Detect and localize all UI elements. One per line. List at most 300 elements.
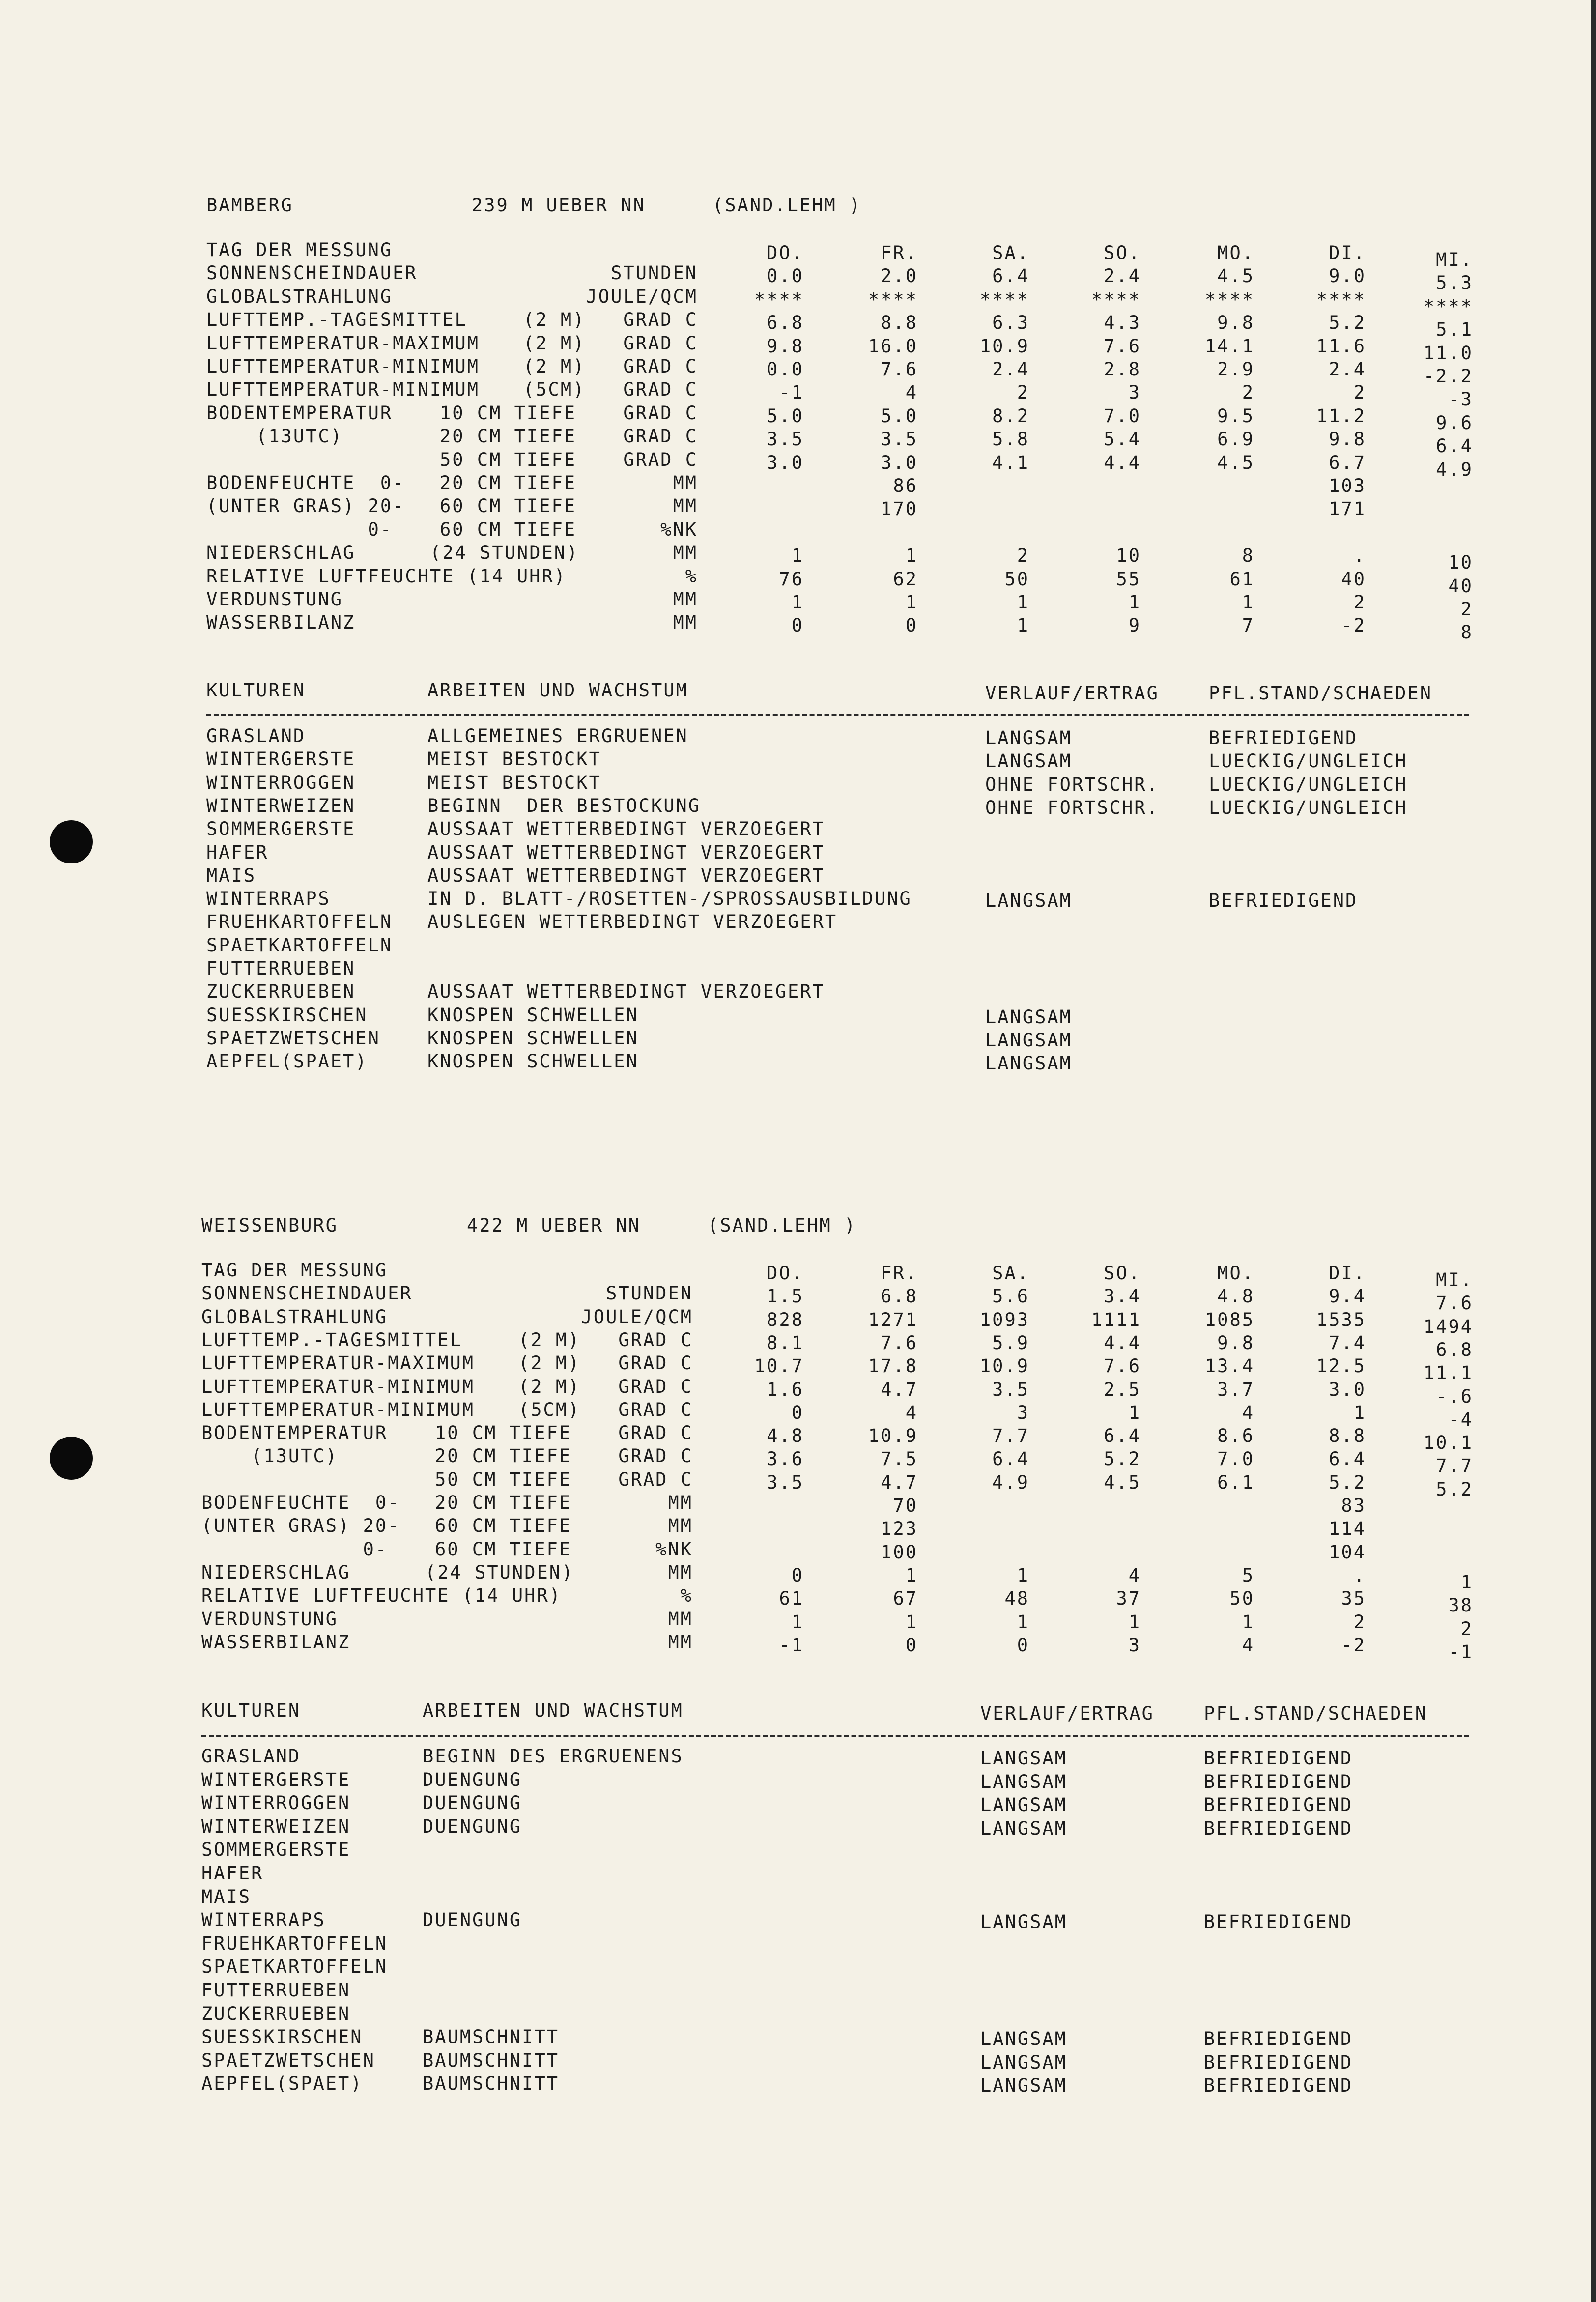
crop-name: SPAETKARTOFFELN bbox=[201, 1956, 388, 1978]
measure-sublabel: 60 CM TIEFE bbox=[435, 1515, 572, 1537]
measure-value: 1 bbox=[1017, 1611, 1029, 1633]
measure-unit: GRAD C bbox=[623, 309, 698, 331]
crop-name: WINTERROGGEN bbox=[206, 772, 356, 793]
measure-value: -2 bbox=[1341, 615, 1366, 636]
measure-value: 62 bbox=[893, 568, 918, 590]
crop-work: IN D. BLATT-/ROSETTEN-/SPROSSAUSBILDUNG bbox=[428, 888, 912, 910]
measure-value: 7.7 bbox=[1436, 1455, 1473, 1477]
crop-work: BEGINN DES ERGRUENENS bbox=[423, 1746, 684, 1767]
measure-sublabel: (2 M) bbox=[518, 1376, 581, 1397]
crop-name: WINTERRAPS bbox=[206, 888, 331, 910]
measure-sublabel: (5CM) bbox=[523, 379, 586, 401]
crop-name: GRASLAND bbox=[206, 725, 306, 747]
crop-name: MAIS bbox=[206, 864, 256, 886]
measure-value: 1 bbox=[905, 545, 918, 567]
crop-name: MAIS bbox=[201, 1886, 252, 1907]
crop-name: WINTERGERSTE bbox=[206, 748, 356, 770]
crop-work: DUENGUNG bbox=[423, 1909, 522, 1931]
crop-work: AUSSAAT WETTERBEDINGT VERZOEGERT bbox=[428, 864, 825, 886]
crop-work: BAUMSCHNITT bbox=[423, 2073, 560, 2095]
crop-work: DUENGUNG bbox=[423, 1815, 522, 1837]
measure-unit: STUNDEN bbox=[611, 262, 698, 284]
measure-value: 61 bbox=[779, 1588, 804, 1610]
measure-value: 12.5 bbox=[1316, 1355, 1366, 1377]
crop-work: KNOSPEN SCHWELLEN bbox=[428, 1027, 639, 1049]
measure-unit: GRAD C bbox=[623, 332, 698, 354]
crop-progress: LANGSAM bbox=[985, 1029, 1072, 1051]
measure-sublabel: (2 M) bbox=[518, 1329, 581, 1351]
measure-value: 38 bbox=[1448, 1595, 1473, 1616]
crop-condition: BEFRIEDIGEND bbox=[1204, 1911, 1353, 1933]
measure-value: 10.9 bbox=[979, 1355, 1029, 1377]
measure-value: 8.8 bbox=[881, 312, 918, 334]
measure-value: 0 bbox=[791, 615, 804, 636]
measure-unit: %NK bbox=[656, 1538, 693, 1560]
measure-sublabel: (2 M) bbox=[518, 1352, 581, 1374]
measure-value: 76 bbox=[779, 568, 804, 590]
measure-value: 1 bbox=[1128, 1611, 1141, 1633]
crop-progress: LANGSAM bbox=[985, 750, 1072, 772]
measure-value: 4.8 bbox=[1217, 1286, 1254, 1307]
measure-label: 0- bbox=[206, 518, 393, 540]
station-name: WEISSENBURG bbox=[201, 1215, 339, 1236]
measure-label: WASSERBILANZ bbox=[206, 612, 356, 633]
measure-sublabel: (2 M) bbox=[523, 309, 586, 331]
measure-value: 0.0 bbox=[767, 265, 804, 287]
measure-value: 7.6 bbox=[1104, 1355, 1141, 1377]
measure-value: 9.5 bbox=[1217, 405, 1254, 427]
measure-label: RELATIVE LUFTFEUCHTE (14 UHR) bbox=[201, 1585, 562, 1607]
measure-unit: MM bbox=[668, 1515, 693, 1537]
measure-label: LUFTTEMPERATUR-MINIMUM bbox=[206, 379, 480, 401]
station-elevation: 239 M UEBER NN bbox=[472, 195, 646, 216]
measure-value: 5.2 bbox=[1329, 1471, 1366, 1493]
crop-progress: LANGSAM bbox=[980, 1817, 1067, 1839]
measure-unit: %NK bbox=[660, 518, 698, 540]
crop-name: SOMMERGERSTE bbox=[206, 818, 356, 840]
measure-value: 6.8 bbox=[767, 312, 804, 334]
measure-value: 11.2 bbox=[1316, 405, 1366, 427]
measure-label: LUFTTEMPERATUR-MAXIMUM bbox=[206, 332, 480, 354]
measure-value: 5.3 bbox=[1436, 272, 1473, 294]
measure-label: WASSERBILANZ bbox=[201, 1631, 351, 1653]
measure-unit: MM bbox=[673, 542, 698, 564]
measure-sublabel: (2 M) bbox=[523, 356, 586, 377]
crop-name: SUESSKIRSCHEN bbox=[201, 2026, 363, 2048]
crop-progress: LANGSAM bbox=[980, 1794, 1067, 1816]
crop-progress: LANGSAM bbox=[980, 2075, 1067, 2097]
measure-value: 40 bbox=[1448, 575, 1473, 597]
measure-value: 100 bbox=[881, 1541, 918, 1563]
measure-value: 3.4 bbox=[1104, 1286, 1141, 1307]
measure-unit: GRAD C bbox=[618, 1376, 693, 1397]
measure-value: 6.8 bbox=[1436, 1339, 1473, 1360]
measure-value: 171 bbox=[1329, 498, 1366, 520]
crop-name: FUTTERRUEBEN bbox=[206, 958, 356, 979]
measure-sublabel: (2 M) bbox=[523, 332, 586, 354]
measure-value: 10 bbox=[1116, 545, 1141, 567]
measure-value: -1 bbox=[1448, 1641, 1473, 1663]
crop-name: FRUEHKARTOFFELN bbox=[206, 911, 393, 933]
measure-value: 8.6 bbox=[1217, 1425, 1254, 1447]
measure-value: 3.0 bbox=[1329, 1379, 1366, 1400]
measure-unit: GRAD C bbox=[618, 1445, 693, 1467]
measure-value: 3.5 bbox=[767, 429, 804, 450]
crop-name: ZUCKERRUEBEN bbox=[201, 2003, 351, 2024]
day-header: SA. bbox=[992, 1263, 1029, 1284]
measure-value: 4.4 bbox=[1104, 1332, 1141, 1353]
measure-value: 1.6 bbox=[767, 1379, 804, 1400]
measure-sublabel: 20 CM TIEFE bbox=[435, 1445, 572, 1467]
measure-sublabel: 50 CM TIEFE bbox=[435, 1468, 572, 1490]
crop-work: KNOSPEN SCHWELLEN bbox=[428, 1004, 639, 1026]
crop-progress: LANGSAM bbox=[985, 890, 1072, 912]
day-header: SO. bbox=[1104, 242, 1141, 263]
crop-condition: BEFRIEDIGEND bbox=[1209, 890, 1358, 912]
crop-name: HAFER bbox=[206, 841, 269, 863]
measure-value: 2.8 bbox=[1104, 359, 1141, 380]
station-soil: (SAND.LEHM ) bbox=[712, 195, 862, 216]
measure-value: 1 bbox=[1017, 592, 1029, 613]
measure-value: 7.5 bbox=[881, 1448, 918, 1470]
measure-value: 61 bbox=[1229, 568, 1254, 590]
measure-value: 2.5 bbox=[1104, 1379, 1141, 1400]
measure-value: 9.4 bbox=[1329, 1286, 1366, 1307]
measure-value: -.6 bbox=[1436, 1385, 1473, 1407]
measure-value: 1093 bbox=[979, 1309, 1029, 1330]
measure-unit: GRAD C bbox=[618, 1422, 693, 1444]
measure-value: 1271 bbox=[868, 1309, 918, 1330]
measure-label: BODENTEMPERATUR bbox=[201, 1422, 388, 1444]
measure-value: 11.0 bbox=[1423, 342, 1473, 364]
measure-value: 4.3 bbox=[1104, 312, 1141, 334]
crop-condition: BEFRIEDIGEND bbox=[1204, 1817, 1353, 1839]
measure-unit: GRAD C bbox=[618, 1399, 693, 1420]
measure-value: 35 bbox=[1341, 1588, 1366, 1610]
measure-value: 2.4 bbox=[1104, 265, 1141, 287]
measure-value: 2 bbox=[1242, 382, 1254, 403]
measure-label: LUFTTEMPERATUR-MAXIMUM bbox=[201, 1352, 475, 1374]
station-elevation: 422 M UEBER NN bbox=[467, 1215, 641, 1236]
crop-condition: BEFRIEDIGEND bbox=[1204, 1794, 1353, 1816]
day-header: MO. bbox=[1217, 1263, 1254, 1284]
crop-name: WINTERROGGEN bbox=[201, 1792, 351, 1814]
measure-value: -2 bbox=[1341, 1634, 1366, 1656]
measure-unit: JOULE/QCM bbox=[581, 1306, 693, 1327]
measure-value: 83 bbox=[1341, 1495, 1366, 1516]
measure-value: 1 bbox=[1017, 615, 1029, 636]
crop-name: SPAETKARTOFFELN bbox=[206, 934, 393, 956]
measure-value: 3.5 bbox=[767, 1471, 804, 1493]
day-header: DO. bbox=[767, 1263, 804, 1284]
measure-label: LUFTTEMP.-TAGESMITTEL bbox=[201, 1329, 462, 1351]
measure-value: 1085 bbox=[1204, 1309, 1254, 1330]
crop-header-kulturen: KULTUREN bbox=[206, 680, 306, 701]
measure-value: 11.6 bbox=[1316, 335, 1366, 357]
measure-value: -1 bbox=[779, 1634, 804, 1656]
measure-value: 4.9 bbox=[1436, 459, 1473, 480]
crop-progress: LANGSAM bbox=[980, 2051, 1067, 2073]
measure-value: 2.4 bbox=[1329, 359, 1366, 380]
measure-value: 1 bbox=[1242, 1611, 1254, 1633]
crop-name: AEPFEL(SPAET) bbox=[206, 1051, 368, 1072]
crop-work: DUENGUNG bbox=[423, 1792, 522, 1814]
measure-value: 5 bbox=[1242, 1564, 1254, 1586]
measure-label: TAG DER MESSUNG bbox=[206, 239, 393, 260]
measure-value: 6.4 bbox=[1329, 1448, 1366, 1470]
measure-value: 7.4 bbox=[1329, 1332, 1366, 1353]
measure-label: LUFTTEMPERATUR-MINIMUM bbox=[206, 356, 480, 377]
crop-progress: OHNE FORTSCHR. bbox=[985, 774, 1159, 795]
measure-value: 9.8 bbox=[1217, 1332, 1254, 1353]
measure-value: 5.1 bbox=[1436, 319, 1473, 341]
measure-value: 1 bbox=[791, 592, 804, 613]
measure-value: 13.4 bbox=[1204, 1355, 1254, 1377]
measure-value: 1.5 bbox=[767, 1286, 804, 1307]
measure-value: 70 bbox=[893, 1495, 918, 1516]
measure-label: SONNENSCHEINDAUER bbox=[201, 1283, 413, 1304]
crop-progress: LANGSAM bbox=[985, 1006, 1072, 1028]
measure-value: 86 bbox=[893, 475, 918, 496]
measure-sublabel: 60 CM TIEFE bbox=[440, 518, 577, 540]
crop-condition: LUECKIG/UNGLEICH bbox=[1209, 797, 1408, 818]
measure-value: 0 bbox=[905, 1634, 918, 1656]
measure-sublabel: 60 CM TIEFE bbox=[440, 495, 577, 517]
measure-value: 50 bbox=[1229, 1588, 1254, 1610]
separator-line bbox=[201, 1735, 1469, 1737]
measure-value: 4 bbox=[1128, 1564, 1141, 1586]
measure-value: 1 bbox=[1460, 1571, 1473, 1593]
day-header: DI. bbox=[1329, 1263, 1366, 1284]
measure-value: 8.1 bbox=[767, 1332, 804, 1353]
measure-label: NIEDERSCHLAG bbox=[201, 1561, 351, 1583]
crop-work: MEIST BESTOCKT bbox=[428, 772, 601, 793]
crop-header-arbeiten: ARBEITEN UND WACHSTUM bbox=[423, 1700, 684, 1721]
measure-sublabel: 20 CM TIEFE bbox=[440, 472, 577, 493]
measure-sublabel: (24 STUNDEN) bbox=[425, 1561, 574, 1583]
crop-header-arbeiten: ARBEITEN UND WACHSTUM bbox=[428, 680, 688, 701]
measure-value: 4 bbox=[1242, 1402, 1254, 1423]
measure-value: 2.9 bbox=[1217, 359, 1254, 380]
measure-unit: GRAD C bbox=[623, 356, 698, 377]
measure-value: 5.2 bbox=[1329, 312, 1366, 334]
measure-unit: MM bbox=[673, 472, 698, 493]
measure-value: 2 bbox=[1353, 1611, 1366, 1633]
measure-unit: MM bbox=[668, 1492, 693, 1513]
measure-value: 5.9 bbox=[992, 1332, 1029, 1353]
crop-name: HAFER bbox=[201, 1863, 264, 1884]
station-name: BAMBERG bbox=[206, 195, 293, 216]
measure-label: GLOBALSTRAHLUNG bbox=[201, 1306, 388, 1327]
measure-unit: % bbox=[685, 565, 698, 587]
crop-header-kulturen: KULTUREN bbox=[201, 1700, 301, 1721]
measure-value: 6.9 bbox=[1217, 429, 1254, 450]
crop-condition: BEFRIEDIGEND bbox=[1204, 1748, 1353, 1769]
measure-value: 50 bbox=[1004, 568, 1029, 590]
measure-sublabel: 20 CM TIEFE bbox=[440, 426, 577, 447]
measure-value: 1 bbox=[1353, 1402, 1366, 1423]
measure-value: 3.6 bbox=[767, 1448, 804, 1470]
measure-value: 17.8 bbox=[868, 1355, 918, 1377]
measure-value: 67 bbox=[893, 1588, 918, 1610]
crop-name: SUESSKIRSCHEN bbox=[206, 1004, 368, 1026]
crop-progress: LANGSAM bbox=[980, 1748, 1067, 1769]
measure-value: 4.8 bbox=[767, 1425, 804, 1447]
measure-value: 7.6 bbox=[881, 1332, 918, 1353]
measure-label: GLOBALSTRAHLUNG bbox=[206, 286, 393, 307]
crop-work: BEGINN DER BESTOCKUNG bbox=[428, 795, 701, 816]
measure-label: LUFTTEMP.-TAGESMITTEL bbox=[206, 309, 467, 331]
crop-progress: LANGSAM bbox=[985, 727, 1072, 748]
measure-value: 1 bbox=[791, 545, 804, 567]
measure-value: 1 bbox=[1128, 1402, 1141, 1423]
measure-label: RELATIVE LUFTFEUCHTE (14 UHR) bbox=[206, 565, 567, 587]
measure-value: 6.4 bbox=[1104, 1425, 1141, 1447]
crop-condition: LUECKIG/UNGLEICH bbox=[1209, 774, 1408, 795]
measure-value: 1111 bbox=[1091, 1309, 1141, 1330]
measure-unit: MM bbox=[673, 589, 698, 610]
crop-name: FRUEHKARTOFFELN bbox=[201, 1932, 388, 1954]
measure-value: 4.1 bbox=[992, 452, 1029, 473]
crop-name: WINTERRAPS bbox=[201, 1909, 326, 1931]
measure-label: LUFTTEMPERATUR-MINIMUM bbox=[201, 1376, 475, 1397]
measure-value: 5.0 bbox=[767, 405, 804, 427]
measure-value: 6.1 bbox=[1217, 1471, 1254, 1493]
measure-value: 2 bbox=[1460, 1618, 1473, 1640]
measure-value: 9.0 bbox=[1329, 265, 1366, 287]
measure-unit: MM bbox=[668, 1608, 693, 1630]
measure-value: 3.5 bbox=[881, 429, 918, 450]
measure-value: 8 bbox=[1460, 622, 1473, 643]
measure-value: 16.0 bbox=[868, 335, 918, 357]
crop-name: AEPFEL(SPAET) bbox=[201, 2073, 363, 2095]
measure-value: 2 bbox=[1017, 545, 1029, 567]
measure-value: 1 bbox=[1242, 592, 1254, 613]
measure-value: 2.4 bbox=[992, 359, 1029, 380]
measure-value: 7.6 bbox=[1104, 335, 1141, 357]
crop-header-stand: PFL.STAND/SCHAEDEN bbox=[1209, 683, 1432, 704]
measure-value: 3 bbox=[1128, 1634, 1141, 1656]
measure-value: 10.7 bbox=[754, 1355, 804, 1377]
day-header: MI. bbox=[1436, 249, 1473, 270]
measure-label: BODENTEMPERATUR bbox=[206, 402, 393, 424]
crop-name: WINTERWEIZEN bbox=[206, 795, 356, 816]
station-soil: (SAND.LEHM ) bbox=[708, 1215, 857, 1236]
measure-value: 3.7 bbox=[1217, 1379, 1254, 1400]
measure-unit: MM bbox=[668, 1631, 693, 1653]
measure-unit: MM bbox=[673, 495, 698, 517]
measure-value: 5.4 bbox=[1104, 429, 1141, 450]
measure-value: 7 bbox=[1242, 615, 1254, 636]
measure-unit: GRAD C bbox=[618, 1468, 693, 1490]
measure-value: 103 bbox=[1329, 475, 1366, 496]
crop-header-verlauf: VERLAUF/ERTRAG bbox=[985, 683, 1159, 704]
measure-value: 3.0 bbox=[767, 452, 804, 473]
measure-value: 4.4 bbox=[1104, 452, 1141, 473]
measure-value: 11.1 bbox=[1423, 1362, 1473, 1384]
measure-label: BODENFEUCHTE 0- bbox=[206, 472, 405, 493]
measure-label: VERDUNSTUNG bbox=[206, 589, 343, 610]
measure-value: . bbox=[1353, 545, 1366, 567]
crop-condition: LUECKIG/UNGLEICH bbox=[1209, 750, 1408, 772]
measure-value: 3.0 bbox=[881, 452, 918, 473]
measure-value: 6.4 bbox=[992, 265, 1029, 287]
measure-value: 55 bbox=[1116, 568, 1141, 590]
measure-value: 0 bbox=[905, 615, 918, 636]
crop-condition: BEFRIEDIGEND bbox=[1204, 1771, 1353, 1792]
measure-value: **** bbox=[979, 288, 1029, 310]
crop-header-verlauf: VERLAUF/ERTRAG bbox=[980, 1703, 1154, 1724]
measure-value: 6.8 bbox=[881, 1286, 918, 1307]
measure-value: **** bbox=[1316, 288, 1366, 310]
measure-value: 5.8 bbox=[992, 429, 1029, 450]
measure-value: 14.1 bbox=[1204, 335, 1254, 357]
measure-value: 48 bbox=[1004, 1588, 1029, 1610]
measure-value: 9.8 bbox=[1217, 312, 1254, 334]
day-header: MO. bbox=[1217, 242, 1254, 263]
measure-value: 2 bbox=[1353, 382, 1366, 403]
measure-value: **** bbox=[1204, 288, 1254, 310]
measure-value: 170 bbox=[881, 498, 918, 520]
measure-label: VERDUNSTUNG bbox=[201, 1608, 339, 1630]
crop-condition: BEFRIEDIGEND bbox=[1204, 2051, 1353, 2073]
measure-unit: % bbox=[680, 1585, 693, 1607]
measure-value: 0.0 bbox=[767, 359, 804, 380]
day-header: SO. bbox=[1104, 1263, 1141, 1284]
measure-sublabel: 60 CM TIEFE bbox=[435, 1538, 572, 1560]
measure-value: 10.1 bbox=[1423, 1432, 1473, 1454]
measure-value: 2 bbox=[1017, 382, 1029, 403]
measure-value: 104 bbox=[1329, 1541, 1366, 1563]
measure-value: -4 bbox=[1448, 1409, 1473, 1430]
measure-value: 1 bbox=[905, 1564, 918, 1586]
measure-value: 6.3 bbox=[992, 312, 1029, 334]
measure-label: (13UTC) bbox=[201, 1445, 339, 1467]
measure-value: 4.9 bbox=[992, 1471, 1029, 1493]
measure-value: 0 bbox=[791, 1564, 804, 1586]
measure-sublabel: 50 CM TIEFE bbox=[440, 449, 577, 470]
measure-sublabel: 10 CM TIEFE bbox=[435, 1422, 572, 1444]
measure-value: 123 bbox=[881, 1518, 918, 1540]
measure-value: 828 bbox=[767, 1309, 804, 1330]
measure-unit: GRAD C bbox=[623, 426, 698, 447]
measure-label: SONNENSCHEINDAUER bbox=[206, 262, 418, 284]
measure-value: 1 bbox=[1017, 1564, 1029, 1586]
measure-value: 114 bbox=[1329, 1518, 1366, 1540]
measure-value: 5.2 bbox=[1436, 1478, 1473, 1500]
crop-work: AUSLEGEN WETTERBEDINGT VERZOEGERT bbox=[428, 911, 838, 933]
measure-value: 8.8 bbox=[1329, 1425, 1366, 1447]
measure-label: (UNTER GRAS) 20- bbox=[206, 495, 405, 517]
day-header: FR. bbox=[881, 1263, 918, 1284]
measure-value: 3 bbox=[1128, 382, 1141, 403]
measure-value: 8 bbox=[1242, 545, 1254, 567]
crop-work: AUSSAAT WETTERBEDINGT VERZOEGERT bbox=[428, 981, 825, 1003]
measure-label: (UNTER GRAS) 20- bbox=[201, 1515, 400, 1537]
measure-sublabel: (24 STUNDEN) bbox=[430, 542, 579, 564]
measure-value: 9.6 bbox=[1436, 412, 1473, 433]
crop-work: ALLGEMEINES ERGRUENEN bbox=[428, 725, 688, 747]
measure-value: 6.4 bbox=[992, 1448, 1029, 1470]
crop-condition: BEFRIEDIGEND bbox=[1209, 727, 1358, 748]
measure-value: 4 bbox=[905, 1402, 918, 1423]
measure-value: 2.0 bbox=[881, 265, 918, 287]
day-header: SA. bbox=[992, 242, 1029, 263]
measure-value: 4.5 bbox=[1104, 1471, 1141, 1493]
measure-value: 4.5 bbox=[1217, 452, 1254, 473]
crop-name: SPAETZWETSCHEN bbox=[201, 2049, 375, 2071]
crop-work: BAUMSCHNITT bbox=[423, 2026, 560, 2048]
